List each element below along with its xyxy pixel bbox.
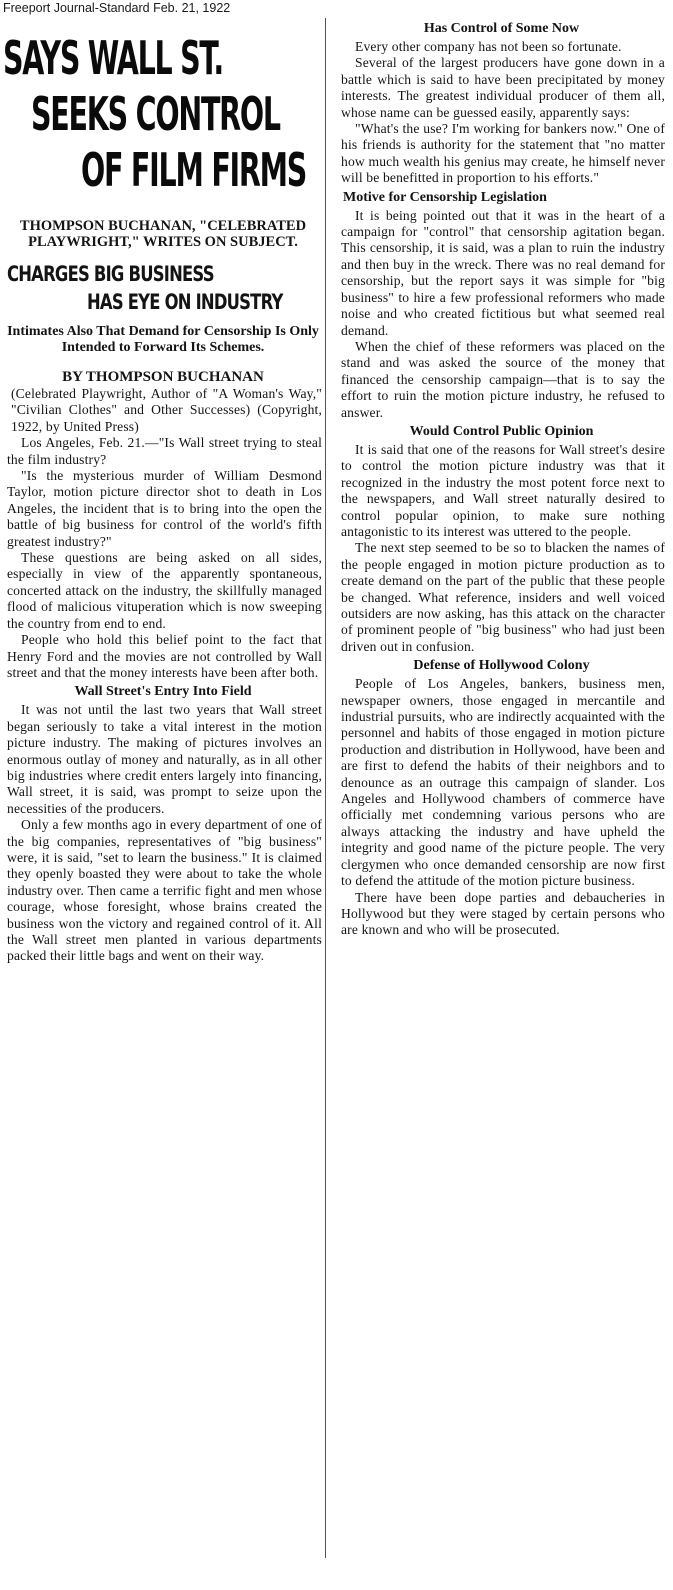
- byline: BY THOMPSON BUCHANAN: [62, 369, 264, 385]
- headline-line-2: SEEKS CONTROL: [31, 87, 280, 141]
- subheadline-deck-2-line-2: HAS EYE ON INDUSTRY: [87, 290, 283, 314]
- article-paragraph: Only a few months ago in every department of one of the big companies, representatives of "big business" were, it is said, "set to learn the business." It is claimed they openly boasted they were about to take the whole industry over. Then came a terrific fight and men whose courage, whose foresight, whose brains created the business won the victory and regained control of it. All the Wall street men planted in various departments packed their little bags and went on their way.: [7, 817, 322, 964]
- article-paragraph: Several of the largest producers have gone down in a battle which is said to have been precipitated by money interests. The greatest individual producer of them all, whose name can be guessed easily, apparently says:: [341, 55, 665, 120]
- right-column: [335, 18, 668, 1588]
- article-paragraph: These questions are being asked on all sides, especially in view of the apparently spontaneous, concerted attack on the industry, the skillfully managed flood of malicious vituperation which is now sweeping the country from end to end.: [7, 550, 322, 631]
- article-paragraph: "What's the use? I'm working for bankers now." One of his friends is authority for the statement that "no matter how much wealth his genius may create, he himself never will be benefitted in proportion to his efforts.": [341, 121, 665, 186]
- headline-line-3: OF FILM FIRMS: [81, 143, 307, 197]
- article-paragraph: People of Los Angeles, bankers, business men, newspaper owners, those engaged in mercantile and industrial pursuits, who are indirectly acquainted with the personnel and habits of those engaged in motion picture production and distribution in Hollywood, have been and are first to defend the habits of their neighbors and to denounce as an outrage this campaign of slander. Los Angeles and Hollywood chambers of commerce have officially met condemning various persons who are always attacking the industry and have upheld the integrity and good name of the picture people. The very clergymen who once demanded censorship are now first to defend the attitude of the motion picture business.: [341, 676, 665, 889]
- article-paragraph: People who hold this belief point to the fact that Henry Ford and the movies are not controlled by Wall street and that the money interests have been after both.: [7, 632, 322, 680]
- subheadline-deck-1: THOMPSON BUCHANAN, "CELEBRATED PLAYWRIGHT," WRITES ON SUBJECT.: [19, 218, 307, 250]
- subheadline-deck-3: Intimates Also That Demand for Censorship Is Only Intended to Forward Its Schemes.: [7, 324, 319, 355]
- article-paragraph: Los Angeles, Feb. 21.—"Is Wall street trying to steal the film industry?: [7, 435, 322, 467]
- article-paragraph: "Is the mysterious murder of William Desmond Taylor, motion picture director shot to death in Los Angeles, the incident that is to bring into the open the battle of big business for control of the world's fifth greatest industry?": [7, 468, 322, 549]
- article-paragraph: The next step seemed to be so to blacken the names of the people engaged in motion picture production as to create demand on the part of the public that these people be changed. What reference, insiders and well voiced outsiders are now asking, has this attack on the character of prominent people of "big business" who had just been driven out in confusion.: [341, 540, 665, 654]
- section-heading-hollywood-defense: Defense of Hollywood Colony: [413, 658, 590, 674]
- section-heading-censorship: Motive for Censorship Legislation: [343, 189, 547, 205]
- source-caption: Freeport Journal-Standard Feb. 21, 1922: [3, 1, 231, 15]
- headline-line-1: SAYS WALL ST.: [3, 31, 223, 85]
- section-heading-has-control: Has Control of Some Now: [423, 21, 580, 36]
- article-paragraph: It was not until the last two years that Wall street began seriously to take a vital interest in the motion picture industry. The making of pictures involves an enormous outlay of money and naturally, as in all other big industries where credit enters largely into financing, Wall street, it is said, was prompt to seize upon the necessities of the producers.: [7, 702, 322, 816]
- article-paragraph: It is said that one of the reasons for Wall street's desire to control the motion picture industry was that it recognized in the industry the most potent force next to the newspapers, and Wall street naturally desired to control popular opinion, to make sure nothing antagonistic to its interest was uttered to the people.: [341, 441, 665, 539]
- left-column: [1, 18, 326, 1558]
- section-heading-wall-street-entry: Wall Street's Entry Into Field: [74, 684, 252, 700]
- article-paragraph: It is being pointed out that it was in the heart of a campaign for "control" that censorship agitation began. This censorship, it is said, was a plan to ruin the industry and then buy in the wreck. There was no real demand for censorship, but the report says it was simple for "big business" to hire a few professional reformers who made noise and who created fictitious but what seemed real demand.: [341, 207, 665, 338]
- article-paragraph: When the chief of these reformers was placed on the stand and was asked the source of the money that financed the censorship campaign—that is to say the effort to ruin the motion picture industry, he refused to answer.: [341, 338, 665, 420]
- subheadline-deck-2-line-1: CHARGES BIG BUSINESS: [7, 262, 214, 286]
- section-heading-public-opinion: Would Control Public Opinion: [409, 423, 594, 439]
- article-paragraph: There have been dope parties and debaucheries in Hollywood but they were staged by certain persons who are known and who will be prosecuted.: [341, 889, 665, 938]
- author-credit: (Celebrated Playwright, Author of "A Woman's Way," "Civilian Clothes" and Other Successes) (Copyright, 1922, by United Press): [11, 386, 322, 434]
- article-paragraph: Every other company has not been so fortunate.: [355, 39, 622, 54]
